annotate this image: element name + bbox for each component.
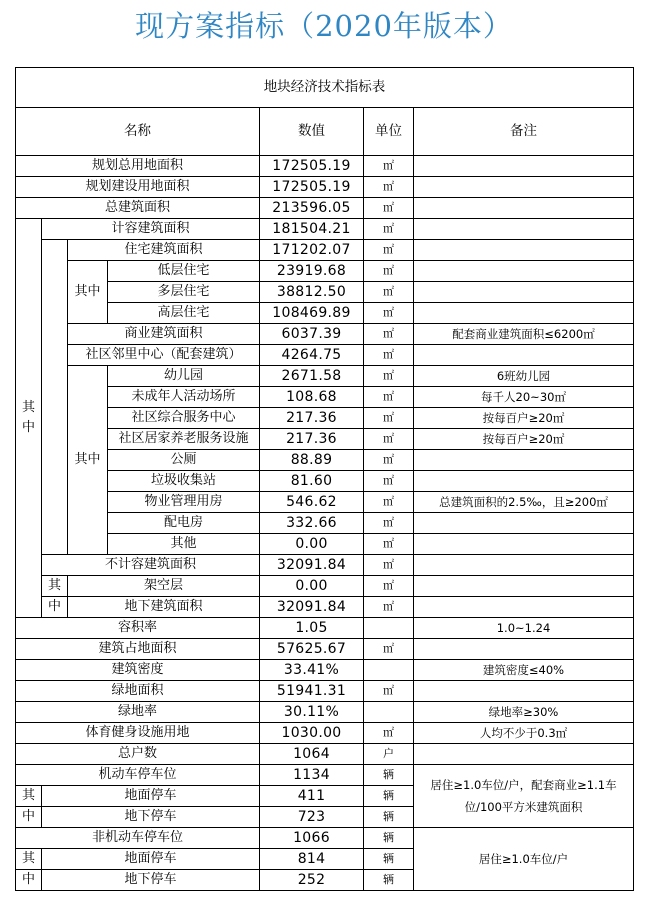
- row-value: 0.00: [260, 534, 364, 555]
- row-name: 规划建设用地面积: [16, 177, 260, 198]
- economic-indicators-table: [15, 67, 634, 891]
- row-note: [414, 744, 634, 765]
- row-name: 绿地率: [16, 702, 260, 723]
- row-name: 计容建筑面积: [42, 219, 260, 240]
- row-name: 架空层: [68, 576, 260, 597]
- table-row: [16, 828, 634, 849]
- row-unit: ㎡: [364, 723, 414, 744]
- row-value: 1066: [260, 828, 364, 849]
- row-note: [414, 240, 634, 261]
- row-name: 机动车停车位: [16, 765, 260, 786]
- table-row: [16, 219, 634, 240]
- group-label-parking-a: 其: [16, 786, 42, 807]
- row-value: 723: [260, 807, 364, 828]
- row-value: 81.60: [260, 471, 364, 492]
- row-name: 未成年人活动场所: [108, 387, 260, 408]
- row-unit: ㎡: [364, 639, 414, 660]
- row-note: 居住≥1.0车位/户: [414, 828, 634, 891]
- row-name: 物业管理用房: [108, 492, 260, 513]
- row-unit: ㎡: [364, 282, 414, 303]
- row-value: 1064: [260, 744, 364, 765]
- table-row: [16, 198, 634, 219]
- row-note: 按每百户≥20㎡: [414, 429, 634, 450]
- row-value: 4264.75: [260, 345, 364, 366]
- table-row: [16, 681, 634, 702]
- row-note: 6班幼儿园: [414, 366, 634, 387]
- row-value: 32091.84: [260, 597, 364, 618]
- row-unit: ㎡: [364, 513, 414, 534]
- group-blank-cell: [42, 240, 68, 555]
- row-note: [414, 219, 634, 240]
- table-title-row: [16, 68, 634, 108]
- row-value: 217.36: [260, 408, 364, 429]
- table-row: [16, 576, 634, 597]
- row-unit: 辆: [364, 807, 414, 828]
- row-name: 地面停车: [42, 786, 260, 807]
- row-note: 人均不少于0.3㎡: [414, 723, 634, 744]
- row-name: 多层住宅: [108, 282, 260, 303]
- table-row: [16, 303, 634, 324]
- table-row: [16, 324, 634, 345]
- row-value: 6037.39: [260, 324, 364, 345]
- row-note: [414, 681, 634, 702]
- row-unit: ㎡: [364, 576, 414, 597]
- row-note: 居住≥1.0车位/户，配套商业≥1.1车位/100平方米建筑面积: [414, 765, 634, 828]
- row-note: 每千人20~30㎡: [414, 387, 634, 408]
- row-unit: [364, 702, 414, 723]
- row-unit: ㎡: [364, 681, 414, 702]
- row-unit: ㎡: [364, 597, 414, 618]
- row-note: [414, 345, 634, 366]
- row-name: 地下建筑面积: [68, 597, 260, 618]
- row-name: 地下停车: [42, 870, 260, 891]
- table-row: [16, 387, 634, 408]
- row-note: [414, 261, 634, 282]
- row-name: 总户数: [16, 744, 260, 765]
- row-value: 32091.84: [260, 555, 364, 576]
- row-unit: ㎡: [364, 387, 414, 408]
- table-row: [16, 492, 634, 513]
- row-name: 其他: [108, 534, 260, 555]
- row-name: 公厕: [108, 450, 260, 471]
- row-value: 1.05: [260, 618, 364, 639]
- row-name: 低层住宅: [108, 261, 260, 282]
- row-unit: ㎡: [364, 198, 414, 219]
- row-note: [414, 198, 634, 219]
- row-value: 181504.21: [260, 219, 364, 240]
- table-header-row: [16, 108, 634, 156]
- row-unit: ㎡: [364, 345, 414, 366]
- row-value: 108469.89: [260, 303, 364, 324]
- row-value: 1030.00: [260, 723, 364, 744]
- row-value: 23919.68: [260, 261, 364, 282]
- row-unit: ㎡: [364, 408, 414, 429]
- row-name: 高层住宅: [108, 303, 260, 324]
- row-name: 住宅建筑面积: [68, 240, 260, 261]
- row-unit: ㎡: [364, 303, 414, 324]
- row-value: 1134: [260, 765, 364, 786]
- row-name: 社区邻里中心（配套建筑）: [68, 345, 260, 366]
- table-row: [16, 765, 634, 786]
- row-name: 总建筑面积: [16, 198, 260, 219]
- row-unit: ㎡: [364, 177, 414, 198]
- row-unit: ㎡: [364, 261, 414, 282]
- row-name: 地下停车: [42, 807, 260, 828]
- row-unit: ㎡: [364, 450, 414, 471]
- row-value: 38812.50: [260, 282, 364, 303]
- row-note: [414, 555, 634, 576]
- group-label-other-b: 中: [42, 597, 68, 618]
- table-row: [16, 471, 634, 492]
- row-value: 2671.58: [260, 366, 364, 387]
- row-name: 不计容建筑面积: [42, 555, 260, 576]
- row-value: 217.36: [260, 429, 364, 450]
- row-unit: [364, 618, 414, 639]
- header-name: 名称: [16, 108, 260, 156]
- table-row: [16, 240, 634, 261]
- table-row: [16, 618, 634, 639]
- group-label-total: 其 中: [16, 219, 42, 618]
- row-value: 171202.07: [260, 240, 364, 261]
- table-row: [16, 723, 634, 744]
- row-name: 幼儿园: [108, 366, 260, 387]
- row-name: 建筑密度: [16, 660, 260, 681]
- row-value: 411: [260, 786, 364, 807]
- row-note: 配套商业建筑面积≤6200㎡: [414, 324, 634, 345]
- row-unit: ㎡: [364, 366, 414, 387]
- row-name: 非机动车停车位: [16, 828, 260, 849]
- table-row: [16, 555, 634, 576]
- row-value: 213596.05: [260, 198, 364, 219]
- row-note: 按每百户≥20㎡: [414, 408, 634, 429]
- table-row: [16, 513, 634, 534]
- table-title: 地块经济技术指标表: [16, 68, 634, 108]
- row-unit: ㎡: [364, 471, 414, 492]
- table-row: [16, 366, 634, 387]
- row-value: 172505.19: [260, 177, 364, 198]
- row-unit: ㎡: [364, 156, 414, 177]
- row-value: 30.11%: [260, 702, 364, 723]
- group-label-parking-b: 中: [16, 807, 42, 828]
- row-note: [414, 534, 634, 555]
- row-value: 814: [260, 849, 364, 870]
- table-row: [16, 429, 634, 450]
- table-row: [16, 597, 634, 618]
- row-value: 57625.67: [260, 639, 364, 660]
- row-note: 建筑密度≤40%: [414, 660, 634, 681]
- row-name: 配电房: [108, 513, 260, 534]
- row-note: [414, 597, 634, 618]
- row-unit: 户: [364, 744, 414, 765]
- table-row: [16, 282, 634, 303]
- row-note: [414, 156, 634, 177]
- row-unit: ㎡: [364, 555, 414, 576]
- row-note: [414, 576, 634, 597]
- row-name: 建筑占地面积: [16, 639, 260, 660]
- header-unit: 单位: [364, 108, 414, 156]
- row-unit: ㎡: [364, 240, 414, 261]
- row-value: 51941.31: [260, 681, 364, 702]
- row-value: 172505.19: [260, 156, 364, 177]
- row-unit: 辆: [364, 786, 414, 807]
- row-unit: 辆: [364, 849, 414, 870]
- table-row: [16, 639, 634, 660]
- table-row: [16, 177, 634, 198]
- row-note: 1.0~1.24: [414, 618, 634, 639]
- row-unit: 辆: [364, 828, 414, 849]
- table-row: [16, 450, 634, 471]
- table-row: [16, 345, 634, 366]
- row-note: [414, 639, 634, 660]
- row-name: 商业建筑面积: [68, 324, 260, 345]
- row-note: 绿地率≥30%: [414, 702, 634, 723]
- row-name: 容积率: [16, 618, 260, 639]
- group-label-community: 其中: [68, 366, 108, 555]
- row-name: 垃圾收集站: [108, 471, 260, 492]
- header-value: 数值: [260, 108, 364, 156]
- row-unit: 辆: [364, 870, 414, 891]
- table-row: [16, 156, 634, 177]
- row-value: 332.66: [260, 513, 364, 534]
- row-unit: ㎡: [364, 219, 414, 240]
- row-name: 社区居家养老服务设施: [108, 429, 260, 450]
- row-unit: ㎡: [364, 324, 414, 345]
- row-unit: ㎡: [364, 534, 414, 555]
- row-name: 体育健身设施用地: [16, 723, 260, 744]
- row-unit: ㎡: [364, 429, 414, 450]
- row-note: [414, 282, 634, 303]
- table-row: [16, 408, 634, 429]
- table-row: [16, 744, 634, 765]
- group-label-residential: 其中: [68, 261, 108, 324]
- header-note: 备注: [414, 108, 634, 156]
- row-name: 规划总用地面积: [16, 156, 260, 177]
- row-name: 社区综合服务中心: [108, 408, 260, 429]
- table-row: [16, 261, 634, 282]
- group-label-other-a: 其: [42, 576, 68, 597]
- row-note: [414, 177, 634, 198]
- row-value: 0.00: [260, 576, 364, 597]
- page-title: 现方案指标（2020年版本）: [135, 9, 513, 43]
- table-row: [16, 702, 634, 723]
- row-note: 总建筑面积的2.5‰，且≥200㎡: [414, 492, 634, 513]
- table-row: [16, 534, 634, 555]
- row-note: [414, 471, 634, 492]
- row-value: 108.68: [260, 387, 364, 408]
- row-value: 33.41%: [260, 660, 364, 681]
- table-row: [16, 660, 634, 681]
- row-note: [414, 513, 634, 534]
- row-unit: [364, 660, 414, 681]
- row-unit: 辆: [364, 765, 414, 786]
- row-note: [414, 450, 634, 471]
- row-name: 绿地面积: [16, 681, 260, 702]
- row-name: 地面停车: [42, 849, 260, 870]
- row-value: 252: [260, 870, 364, 891]
- group-label-bike-b: 中: [16, 870, 42, 891]
- row-note: [414, 303, 634, 324]
- group-label-bike-a: 其: [16, 849, 42, 870]
- row-value: 546.62: [260, 492, 364, 513]
- row-unit: ㎡: [364, 492, 414, 513]
- row-value: 88.89: [260, 450, 364, 471]
